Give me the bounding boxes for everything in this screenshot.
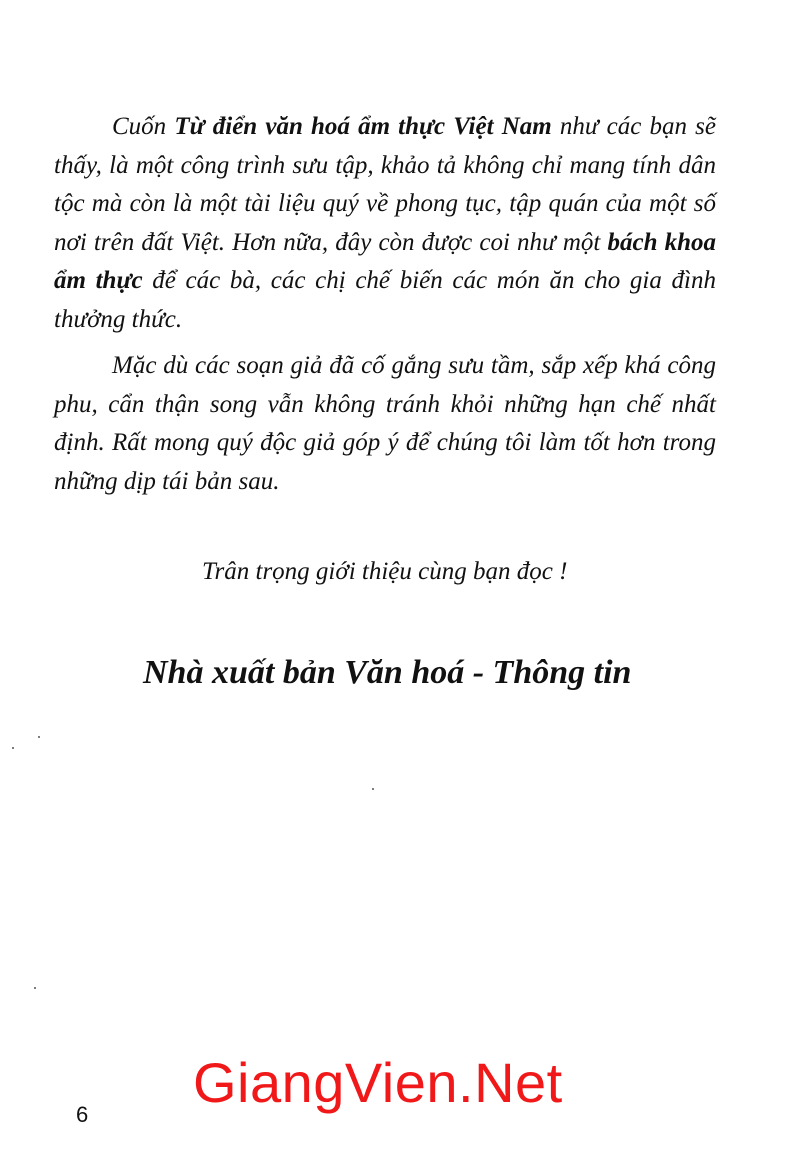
encyclopedia-bold: bách khoa ẩm thực <box>54 228 717 294</box>
closing-line: Trân trọng giới thiệu cùng bạn đọc ! <box>202 558 568 585</box>
body-text <box>54 108 716 501</box>
publisher-signature: Nhà xuất bản Văn hoá - Thông tin <box>143 654 632 691</box>
scan-speck <box>372 788 374 790</box>
scan-speck <box>38 736 40 738</box>
paragraph-intro-part-1: Cuốn <box>112 113 175 140</box>
scan-speck <box>34 987 36 989</box>
paragraph-intro-part-3: để các bà, các chị chế biến các món ăn cho gia đình thưởng thức. <box>54 267 716 333</box>
scan-speck <box>12 747 14 749</box>
paragraph-apology: Mặc dù các soạn giả đã cố gắng sưu tầm, sắp xếp khá công phu, cẩn thận song vẫn không tránh khỏi những hạn chế nhất định. Rất mong quý độc giả góp ý để chúng tôi làm tốt hơn trong những dịp tái bản sau. <box>54 352 716 495</box>
paragraph-intro-part-2: như các bạn sẽ thấy, là một công trình sưu tập, khảo tả không chỉ mang tính dân tộc mà còn là một tài liệu quý về phong tục, tập quán của một số nơi trên đất Việt. Hơn nữa, đây còn được coi như một <box>54 113 716 256</box>
book-title-bold: Từ điển văn hoá ẩm thực Việt Nam <box>174 113 552 140</box>
paragraph-intro <box>54 108 716 339</box>
watermark-text: GiangVien.Net <box>193 1051 563 1114</box>
page-number: 6 <box>76 1102 89 1127</box>
